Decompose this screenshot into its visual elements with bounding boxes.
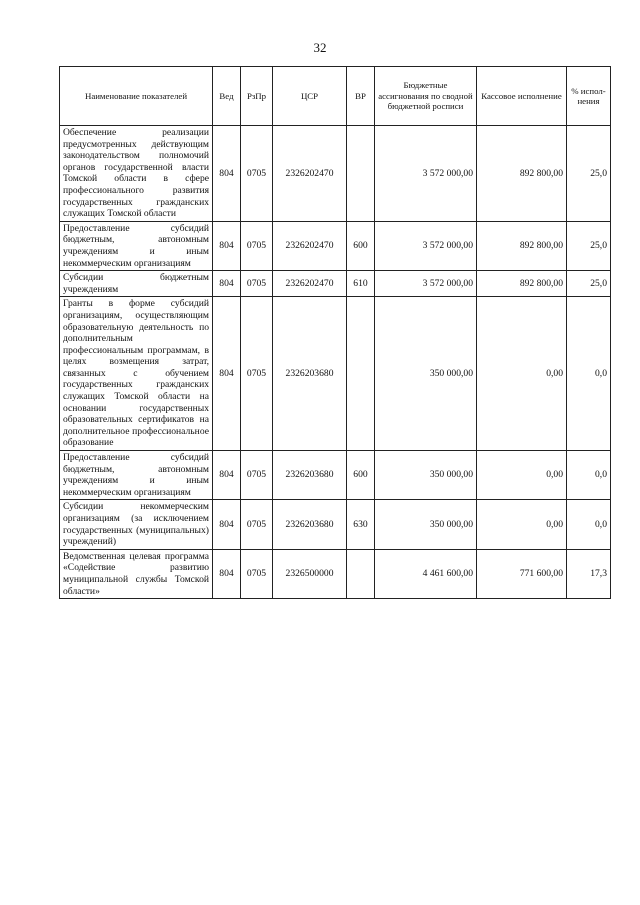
header-csr: ЦСР [273,67,347,126]
row-budget: 3 572 000,00 [375,126,477,222]
row-vr [347,126,375,222]
row-percent: 0,0 [567,500,611,549]
row-percent: 25,0 [567,221,611,270]
header-rzpr: РзПр [241,67,273,126]
row-ved: 804 [213,297,241,451]
row-cash: 892 800,00 [477,271,567,297]
row-vr: 600 [347,221,375,270]
row-vr [347,549,375,598]
row-percent: 25,0 [567,271,611,297]
row-budget: 350 000,00 [375,451,477,500]
table-row [60,549,611,598]
row-name: Субсидии бюджетным учреждениям [60,271,213,297]
table-row [60,271,611,297]
row-csr: 2326202470 [273,221,347,270]
row-ved: 804 [213,549,241,598]
row-rzpr: 0705 [241,221,273,270]
row-name: Гранты в форме субсидий организациям, осуществляющим образовательную деятельность по дополнительным профессиональным программам, в целях возмещения затрат, связанных с обучением государственных гражданских служащих Томской области на основании государственных образовательных сертификатов на дополнительное профессиональное образование [60,297,213,451]
row-percent: 0,0 [567,297,611,451]
row-budget: 3 572 000,00 [375,221,477,270]
row-budget: 4 461 600,00 [375,549,477,598]
row-name: Обеспечение реализации предусмотренных действующим законодательством полномочий органов государственной власти Томской области в сфере профессионального развития государственных гражданских служащих Томской области [60,126,213,222]
table-row [60,451,611,500]
row-percent: 17,3 [567,549,611,598]
row-cash: 892 800,00 [477,126,567,222]
row-rzpr: 0705 [241,500,273,549]
row-csr: 2326203680 [273,297,347,451]
row-rzpr: 0705 [241,549,273,598]
row-rzpr: 0705 [241,297,273,451]
row-ved: 804 [213,126,241,222]
row-name: Предоставление субсидий бюджетным, автономным учреждениям и иным некоммерческим организациям [60,451,213,500]
row-csr: 2326500000 [273,549,347,598]
row-vr: 630 [347,500,375,549]
row-rzpr: 0705 [241,126,273,222]
row-name: Субсидии некоммерческим организациям (за исключением государственных (муниципальных) учреждений) [60,500,213,549]
row-cash: 892 800,00 [477,221,567,270]
budget-execution-table [59,66,611,599]
row-csr: 2326202470 [273,126,347,222]
table-row [60,297,611,451]
row-rzpr: 0705 [241,271,273,297]
row-cash: 771 600,00 [477,549,567,598]
row-csr: 2326203680 [273,500,347,549]
row-vr [347,297,375,451]
row-csr: 2326202470 [273,271,347,297]
header-percent: % испол-нения [567,67,611,126]
header-ved: Вед [213,67,241,126]
row-ved: 804 [213,500,241,549]
header-vr: ВР [347,67,375,126]
row-vr: 600 [347,451,375,500]
row-name: Предоставление субсидий бюджетным, автономным учреждениям и иным некоммерческим организациям [60,221,213,270]
header-cash: Кассовое исполнение [477,67,567,126]
table-row [60,126,611,222]
row-ved: 804 [213,271,241,297]
row-percent: 0,0 [567,451,611,500]
row-cash: 0,00 [477,451,567,500]
header-budget: Бюджетные ассигнования по сводной бюджетной росписи [375,67,477,126]
table-header-row [60,67,611,126]
row-percent: 25,0 [567,126,611,222]
row-budget: 350 000,00 [375,297,477,451]
page-number: 32 [313,40,327,55]
table-row [60,221,611,270]
row-vr: 610 [347,271,375,297]
row-csr: 2326203680 [273,451,347,500]
table-row [60,500,611,549]
row-budget: 3 572 000,00 [375,271,477,297]
row-rzpr: 0705 [241,451,273,500]
row-ved: 804 [213,221,241,270]
header-name: Наименование показателей [60,67,213,126]
row-name: Ведомственная целевая программа «Содействие развитию муниципальной службы Томской области» [60,549,213,598]
row-cash: 0,00 [477,297,567,451]
row-budget: 350 000,00 [375,500,477,549]
row-ved: 804 [213,451,241,500]
row-cash: 0,00 [477,500,567,549]
